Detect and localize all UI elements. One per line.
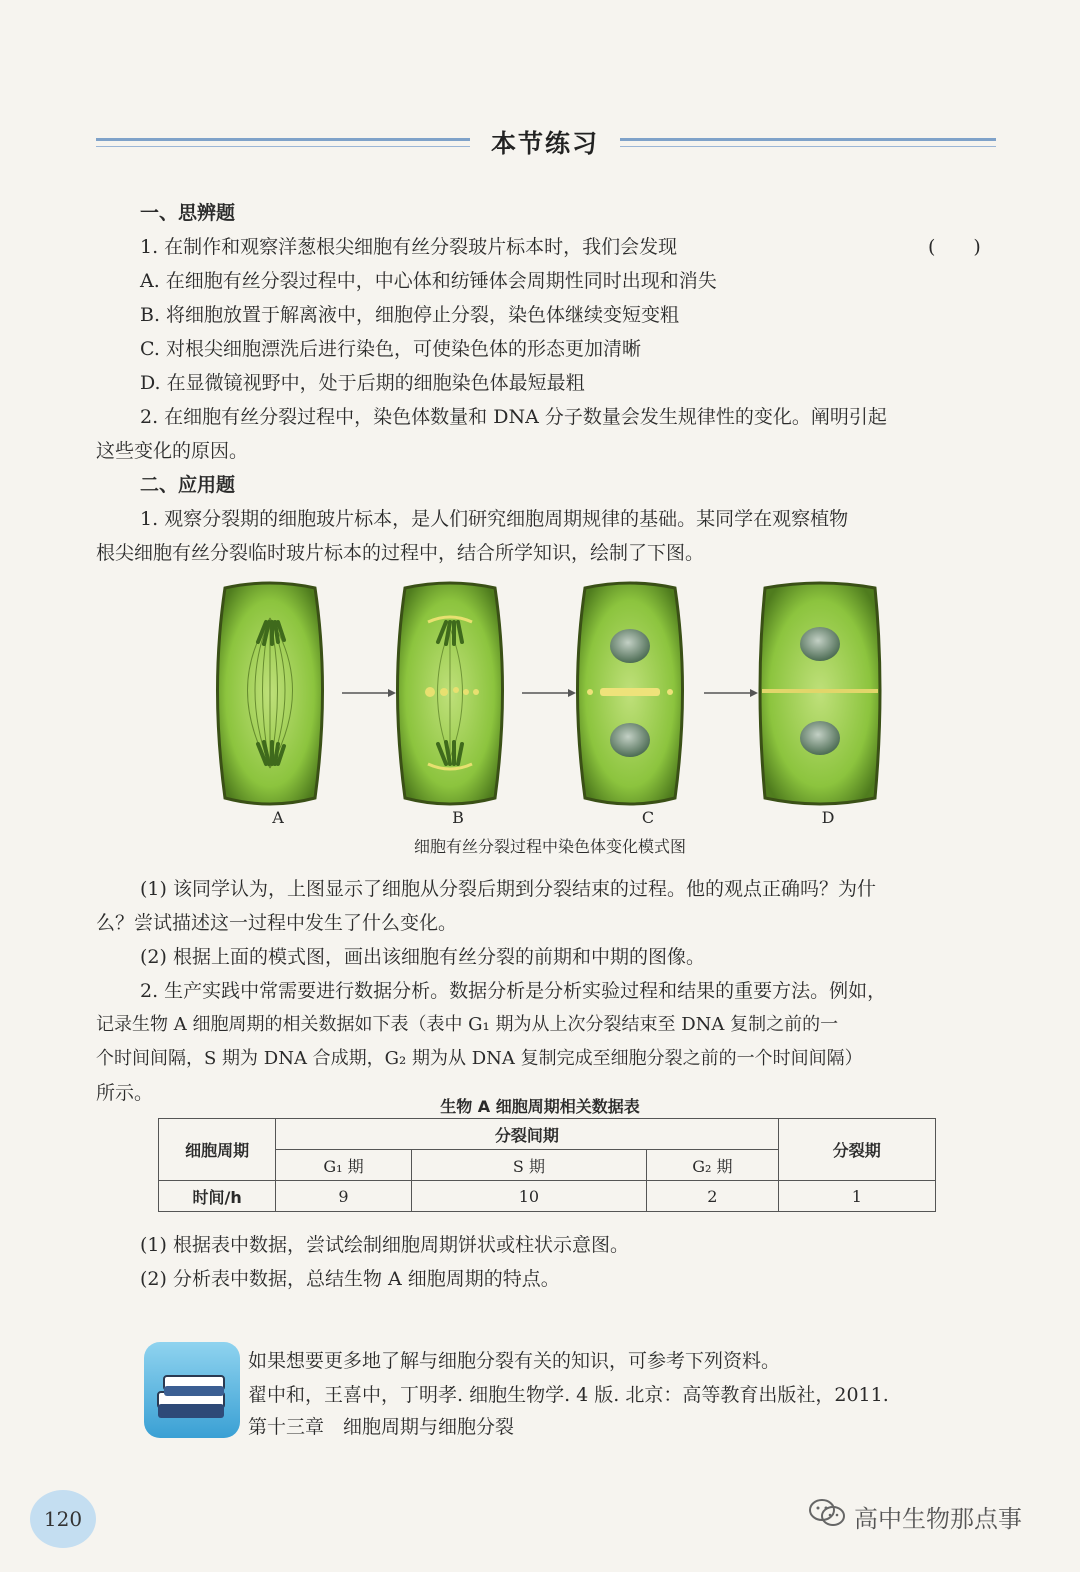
cell-label-b: B xyxy=(452,808,464,827)
table-group-header: 分裂间期 xyxy=(276,1119,778,1150)
cell-label-c: C xyxy=(641,808,655,827)
s2-q1-line1: 1. 观察分裂期的细胞玻片标本，是人们研究细胞周期规律的基础。某同学在观察植物 xyxy=(140,508,849,530)
table-value-s: 10 xyxy=(411,1181,647,1212)
cell-label-d: D xyxy=(821,808,835,827)
s1-q1-option-c: C. 对根尖细胞漂洗后进行染色，可使染色体的形态更加清晰 xyxy=(140,338,641,360)
resource-line1: 如果想要更多地了解与细胞分裂有关的知识，可参考下列资料。 xyxy=(248,1350,781,1372)
s1-q1-option-a: A. 在细胞有丝分裂过程中，中心体和纺锤体会周期性同时出现和消失 xyxy=(140,270,717,292)
s2-q2-sub1: (1) 根据表中数据，尝试绘制细胞周期饼状或柱状示意图。 xyxy=(140,1234,629,1256)
figure-caption: 细胞有丝分裂过程中染色体变化模式图 xyxy=(413,837,686,856)
books-icon xyxy=(144,1342,240,1438)
wechat-icon xyxy=(808,1498,846,1534)
s1-q1-option-d: D. 在显微镜视野中，处于后期的细胞染色体最短最粗 xyxy=(140,372,585,394)
table-value-g1: 9 xyxy=(276,1181,411,1212)
table-row xyxy=(159,1181,936,1212)
table-phase-g1: G₁ 期 xyxy=(276,1150,411,1181)
s2-q1-sub1-line1: (1) 该同学认为，上图显示了细胞从分裂后期到分裂结束的过程。他的观点正确吗？为什 xyxy=(140,878,876,900)
s2-q2-sub2: (2) 分析表中数据，总结生物 A 细胞周期的特点。 xyxy=(140,1268,560,1290)
s1-q2-line2: 这些变化的原因。 xyxy=(96,440,249,462)
section-title: 本节练习 xyxy=(490,129,599,158)
section2-heading: 二、应用题 xyxy=(140,474,236,496)
table-division-header: 分裂期 xyxy=(778,1119,935,1181)
table-value-m: 1 xyxy=(778,1181,935,1212)
cell-b xyxy=(398,583,503,804)
s2-q1-line2: 根尖细胞有丝分裂临时玻片标本的过程中，结合所学知识，绘制了下图。 xyxy=(96,542,705,564)
s1-q2-line1: 2. 在细胞有丝分裂过程中，染色体数量和 DNA 分子数量会发生规律性的变化。阐明引起 xyxy=(140,406,887,428)
header-rule-left-thin xyxy=(96,146,470,147)
resource-line3: 第十三章 细胞周期与细胞分裂 xyxy=(248,1416,515,1438)
table-title: 生物 A 细胞周期相关数据表 xyxy=(440,1097,640,1116)
header-rule-right xyxy=(620,138,996,141)
s2-q2-line4: 所示。 xyxy=(96,1082,154,1104)
cell-c xyxy=(578,583,683,804)
watermark-text: 高中生物那点事 xyxy=(854,1504,1022,1533)
s1-q1-stem: 1. 在制作和观察洋葱根尖细胞有丝分裂玻片标本时，我们会发现 xyxy=(140,236,678,258)
table-time-label: 时间/h xyxy=(159,1181,276,1212)
s2-q1-sub2: (2) 根据上面的模式图，画出该细胞有丝分裂的前期和中期的图像。 xyxy=(140,946,705,968)
cell-label-a: A xyxy=(272,808,284,827)
s1-q1-option-b: B. 将细胞放置于解离液中，细胞停止分裂，染色体继续变短变粗 xyxy=(140,304,680,326)
cell-a xyxy=(218,583,323,804)
cell-d xyxy=(760,583,880,804)
header-rule-left xyxy=(96,138,470,141)
resource-line2: 翟中和，王喜中，丁明孝. 细胞生物学. 4 版. 北京：高等教育出版社，2011. xyxy=(248,1384,889,1406)
s2-q2-line3: 个时间间隔，S 期为 DNA 合成期，G₂ 期为从 DNA 复制完成至细胞分裂之前的一个时间间隔） xyxy=(96,1048,863,1069)
s2-q2-line2: 记录生物 A 细胞周期的相关数据如下表（表中 G₁ 期为从上次分裂结束至 DNA 复制之前的一 xyxy=(96,1014,839,1035)
cell-cycle-table xyxy=(158,1118,936,1212)
s1-q1-bracket: ( ) xyxy=(928,236,981,258)
table-phase-s: S 期 xyxy=(411,1150,647,1181)
header-rule-right-thin xyxy=(620,146,996,147)
section1-heading: 一、思辨题 xyxy=(140,202,236,224)
table-phase-g2: G₂ 期 xyxy=(647,1150,778,1181)
mitosis-figure xyxy=(200,578,900,810)
page-number: 120 xyxy=(30,1490,96,1548)
table-row-header: 细胞周期 xyxy=(159,1119,276,1181)
watermark xyxy=(808,1498,1022,1534)
s2-q1-sub1-line2: 么？尝试描述这一过程中发生了什么变化。 xyxy=(96,912,458,934)
s2-q2-line1: 2. 生产实践中常需要进行数据分析。数据分析是分析实验过程和结果的重要方法。例如， xyxy=(140,980,887,1002)
table-value-g2: 2 xyxy=(647,1181,778,1212)
table-row xyxy=(159,1119,936,1150)
